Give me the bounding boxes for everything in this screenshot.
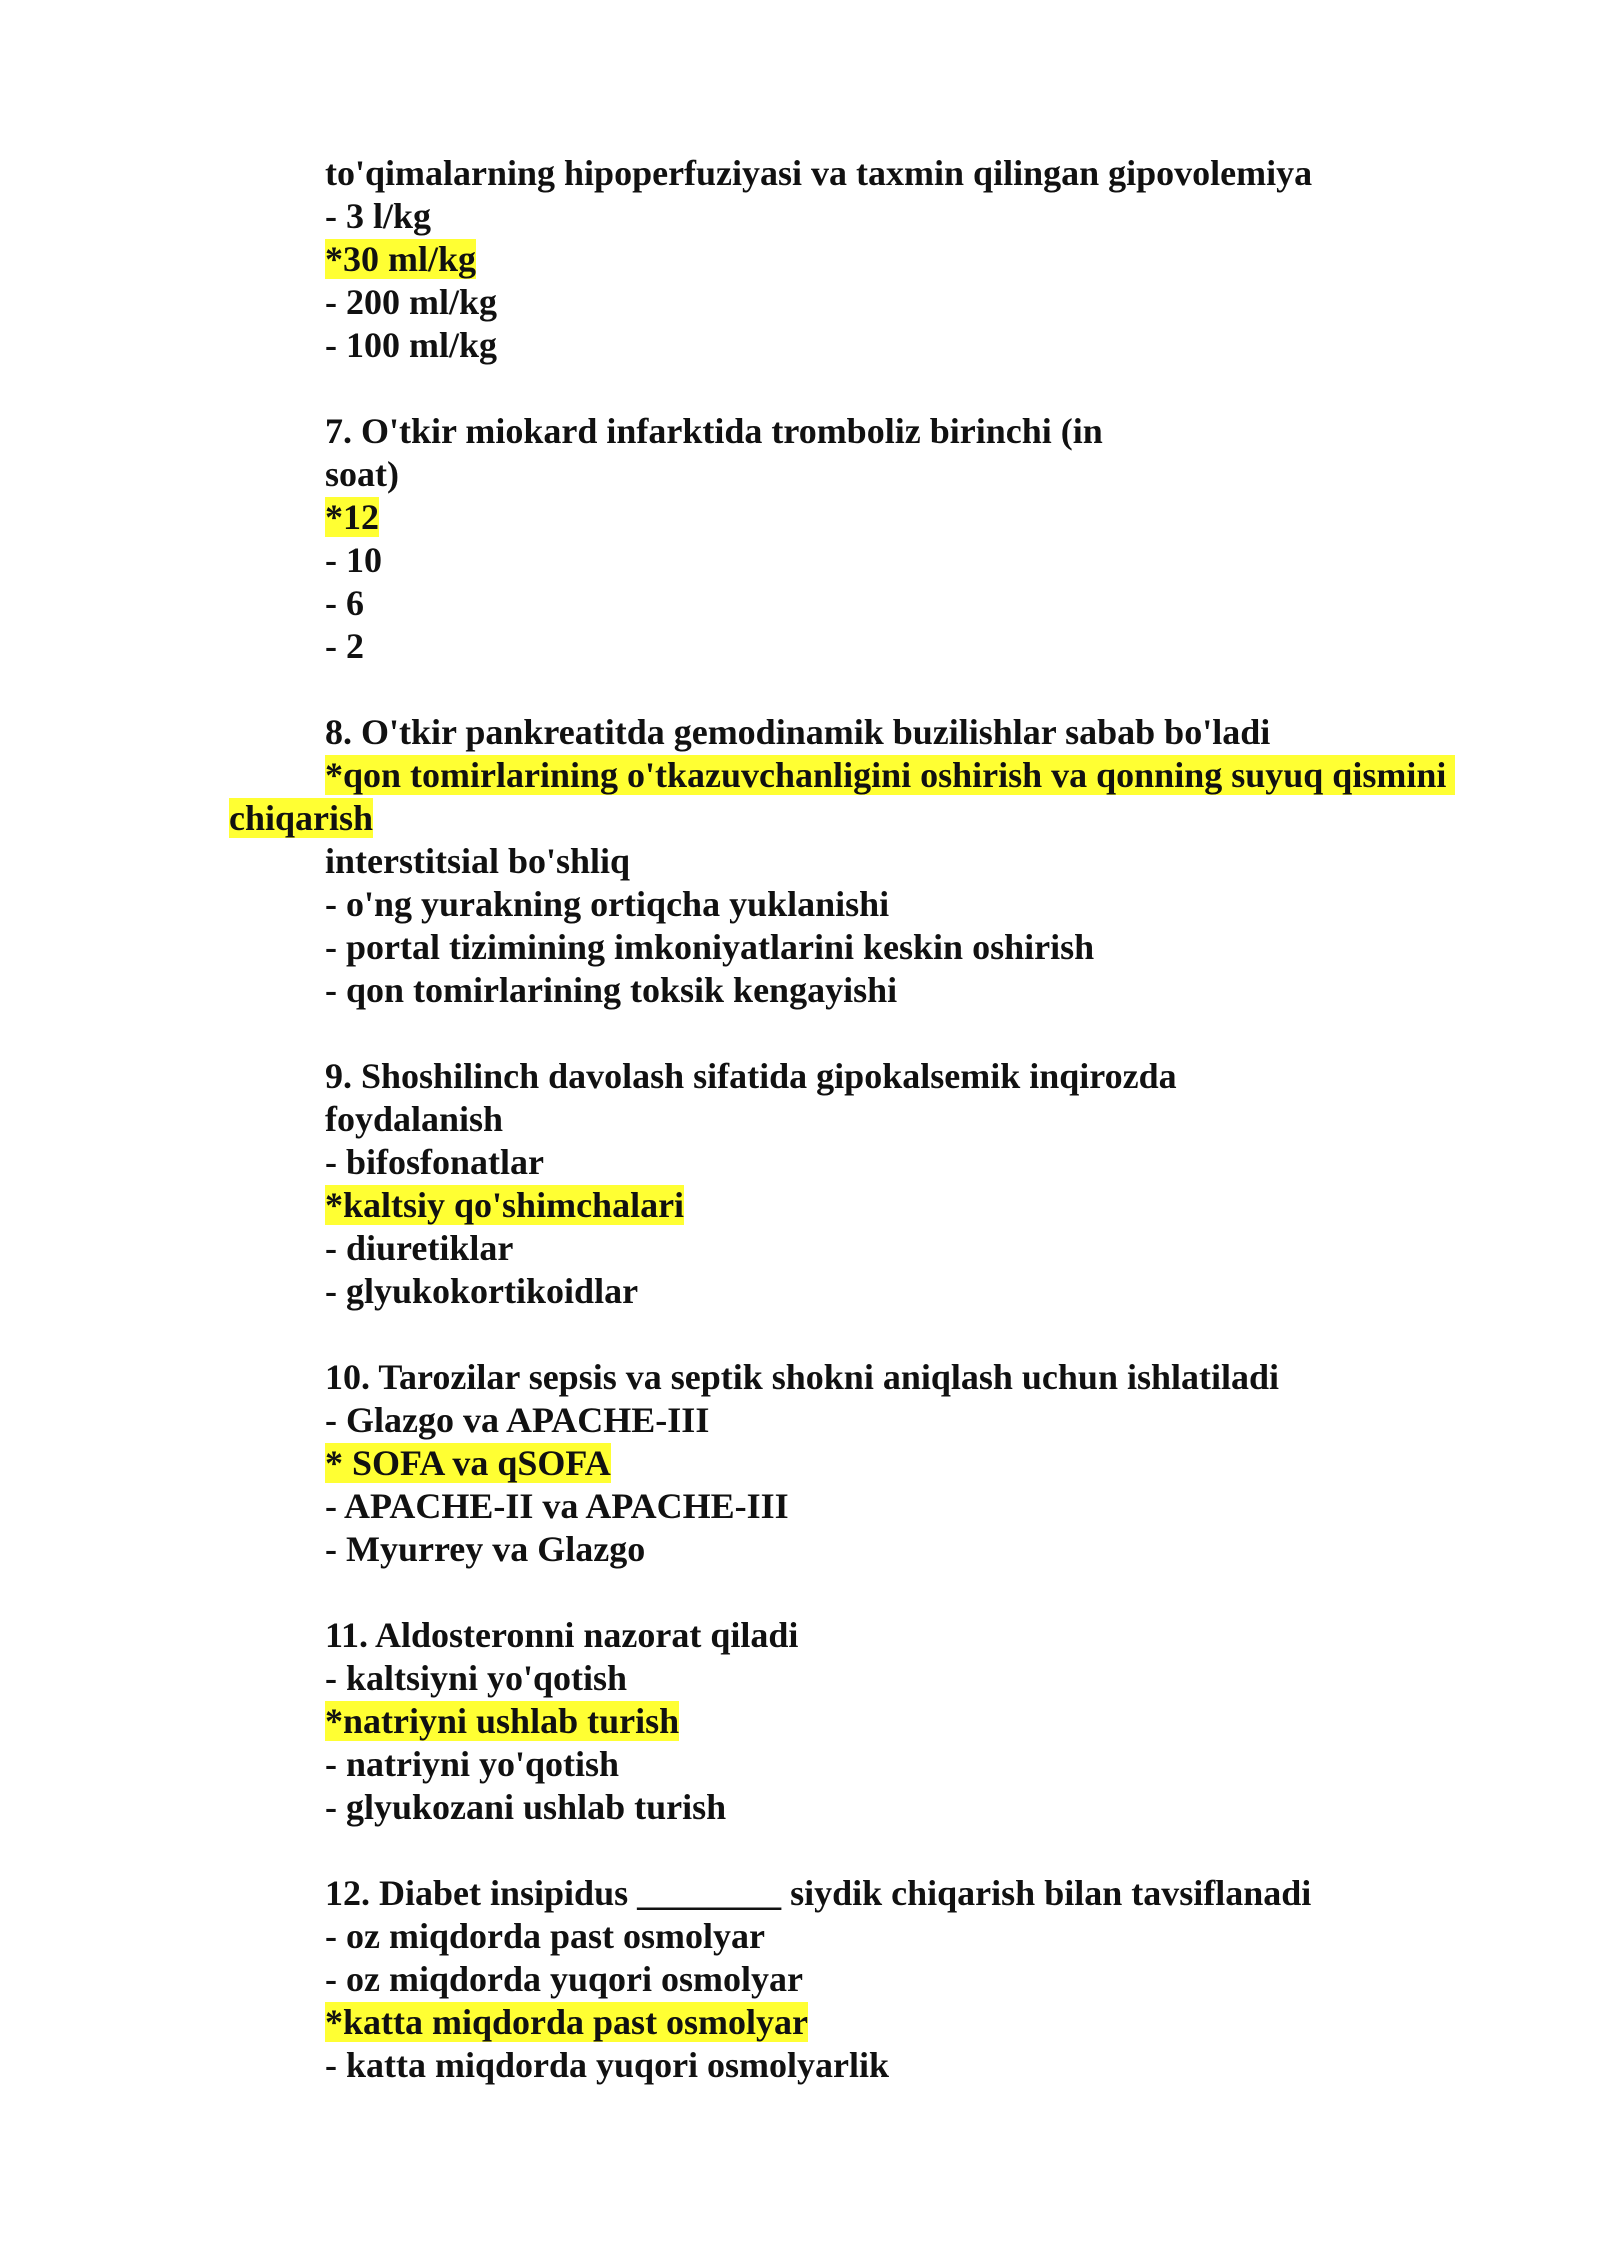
highlighted-answer: *30 ml/kg [325,239,477,279]
option-continued: interstitsial bo'shliq [325,841,631,881]
correct-option [325,238,1495,281]
option: - o'ng yurakning ortiqcha yuklanishi [325,884,890,924]
question-6 [325,152,1495,367]
option: - qon tomirlarining toksik kengayishi [325,970,898,1010]
option: - glyukozani ushlab turish [325,1787,727,1827]
option: - natriyni yo'qotish [325,1744,620,1784]
question-text: 10. Tarozilar sepsis va septik shokni aniqlash uchun ishlatiladi [325,1357,1280,1397]
option: - 100 ml/kg [325,325,498,365]
question-10 [325,1356,1495,1571]
highlighted-answer: * SOFA va qSOFA [325,1443,611,1483]
option: - 10 [325,540,382,580]
option: - 6 [325,583,364,623]
spacer [325,367,1495,410]
option: - glyukokortikoidlar [325,1271,639,1311]
spacer [325,668,1495,711]
option: - bifosfonatlar [325,1142,544,1182]
question-11 [325,1614,1495,1829]
highlighted-answer: *qon tomirlarining o'tkazuvchanligini oshirish va qonning suyuq qismini [325,755,1456,795]
question-text: to'qimalarning hipoperfuziyasi va taxmin qilingan gipovolemiya [325,153,1313,193]
question-text: soat) [325,454,399,494]
highlighted-answer: *kaltsiy qo'shimchalari [325,1185,685,1225]
question-text: 11. Aldosteronni nazorat qiladi [325,1615,799,1655]
question-9 [325,1055,1495,1313]
quiz-content [229,152,1495,2087]
option: - kaltsiyni yo'qotish [325,1658,628,1698]
option: - 3 l/kg [325,196,432,236]
correct-option [325,1700,1495,1743]
question-text: 7. O'tkir miokard infarktida tromboliz birinchi (in [325,411,1103,451]
correct-option [325,754,1495,797]
option: - diuretiklar [325,1228,514,1268]
option: - APACHE-II va APACHE-III [325,1486,789,1526]
highlighted-answer: *katta miqdorda past osmolyar [325,2002,809,2042]
question-text: 9. Shoshilinch davolash sifatida gipokalsemik inqirozda [325,1056,1177,1096]
option: - Myurrey va Glazgo [325,1529,646,1569]
question-12 [325,1872,1495,2087]
question-8 [229,711,1495,1012]
spacer [325,1012,1495,1055]
option: - 2 [325,626,364,666]
correct-option [325,2001,1495,2044]
spacer [325,1829,1495,1872]
highlighted-answer: chiqarish [229,798,374,838]
option: - katta miqdorda yuqori osmolyarlik [325,2045,890,2085]
highlighted-answer: *natriyni ushlab turish [325,1701,680,1741]
spacer [325,1313,1495,1356]
option: - portal tizimining imkoniyatlarini keskin oshirish [325,927,1095,967]
question-7 [325,410,1495,668]
option: - oz miqdorda past osmolyar [325,1916,765,1956]
highlighted-answer: *12 [325,497,379,537]
correct-option [325,1442,1495,1485]
correct-option [325,496,1495,539]
option: - Glazgo va APACHE-III [325,1400,710,1440]
option: - 200 ml/kg [325,282,498,322]
spacer [325,1571,1495,1614]
question-text: foydalanish [325,1099,504,1139]
question-text: 12. Diabet insipidus ________ siydik chiqarish bilan tavsiflanadi [325,1873,1312,1913]
question-text: 8. O'tkir pankreatitda gemodinamik buzilishlar sabab bo'ladi [325,712,1271,752]
correct-option-continued [229,797,1495,840]
option: - oz miqdorda yuqori osmolyar [325,1959,804,1999]
correct-option [325,1184,1495,1227]
